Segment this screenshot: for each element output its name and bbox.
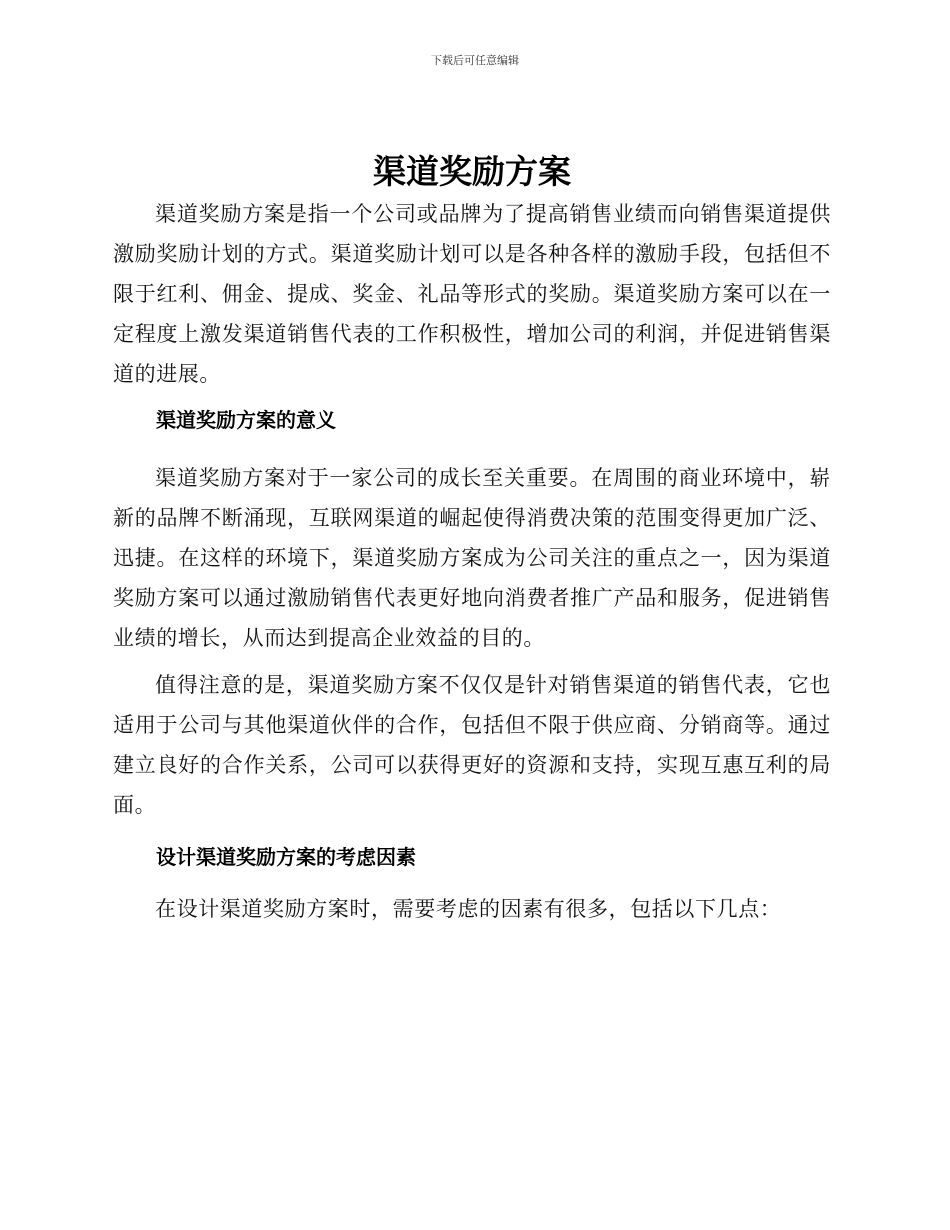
section1-paragraph-2: 值得注意的是，渠道奖励方案不仅仅是针对销售渠道的销售代表，它也适用于公司与其他渠道伙伴的合作，包括但不限于供应商、分销商等。通过建立良好的合作关系，公司可以获得更好的资源和支持，实现互惠互利的局面。 (113, 673, 831, 817)
page-header: 下载后可任意编辑 (431, 54, 519, 67)
section2-paragraph-1: 在设计渠道奖励方案时，需要考虑的因素有很多，包括以下几点： (155, 897, 782, 921)
intro-paragraph: 渠道奖励方案是指一个公司或品牌为了提高销售业绩而向销售渠道提供激励奖励计划的方式。渠道奖励计划可以是各种各样的激励手段，包括但不限于红利、佣金、提成、奖金、礼品等形式的奖励。渠道奖励方案可以在一定程度上激发渠道销售代表的工作积极性，增加公司的利润，并促进销售渠道的进展。 (113, 202, 831, 386)
document-body (113, 150, 831, 929)
section-heading-design-factors: 设计渠道奖励方案的考虑因素 (156, 845, 416, 869)
section1-paragraph-1: 渠道奖励方案对于一家公司的成长至关重要。在周围的商业环境中，崭新的品牌不断涌现，互联网渠道的崛起使得消费决策的范围变得更加广泛、迅捷。在这样的环境下，渠道奖励方案成为公司关注的重点之一，因为渠道奖励方案可以通过激励销售代表更好地向消费者推广产品和服务，促进销售业绩的增长，从而达到提高企业效益的目的。 (113, 466, 831, 650)
section-heading-significance: 渠道奖励方案的意义 (156, 408, 336, 432)
document-title: 渠道奖励方案 (373, 152, 571, 191)
